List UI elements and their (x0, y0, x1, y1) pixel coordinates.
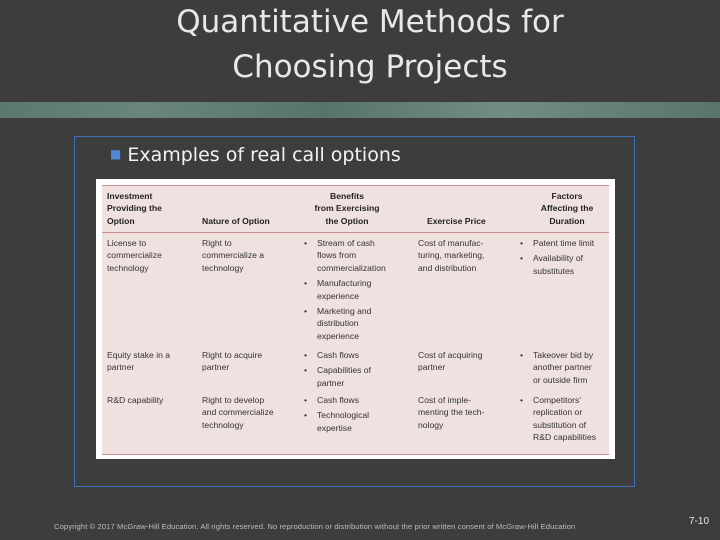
header-benefits-line: Benefits (330, 191, 364, 201)
row1-nature (202, 237, 264, 274)
page-number: 7-10 (689, 516, 710, 527)
cell-line: and commercialize (202, 407, 274, 418)
header-benefits (302, 190, 392, 227)
cell-line: commercialization (317, 262, 386, 273)
cell-line: partner (107, 362, 135, 373)
row2-factors (520, 349, 593, 389)
header-investment-line: Investment (107, 191, 153, 201)
benefit-item (304, 277, 386, 302)
row1-benefits (304, 237, 386, 345)
decorative-band (0, 102, 720, 118)
cell-line: Equity stake in a (107, 350, 171, 360)
cell-line: partner (418, 362, 446, 373)
row3-nature (202, 394, 274, 431)
header-benefits-line: from Exercising (314, 203, 380, 214)
cell-line: replication or (533, 407, 583, 418)
slide-title-line-1: Quantitative Methods for (176, 4, 564, 40)
header-exercise-price (427, 215, 486, 227)
benefit-item (304, 409, 369, 434)
row1-exercise-price (418, 237, 484, 274)
cell-line: nology (418, 419, 444, 430)
header-factors-line: Duration (549, 215, 585, 226)
header-price-line: Exercise Price (427, 216, 486, 226)
row3-factors (520, 394, 596, 447)
cell-line: commercialize a (202, 250, 265, 261)
header-divider (102, 232, 609, 233)
header-factors-line: Factors (551, 191, 583, 201)
cell-line: commercialize (107, 250, 162, 261)
cell-line: and distribution (418, 262, 477, 273)
cell-line: Cost of manufac- (418, 238, 484, 248)
row2-exercise-price (418, 349, 483, 374)
cell-line: technology (107, 262, 149, 273)
row2-benefits (304, 349, 371, 392)
factor-item (520, 394, 596, 444)
cell-line: Right to (202, 238, 232, 248)
cell-line: technology (202, 419, 244, 430)
cell-line: technology (202, 262, 244, 273)
benefit-item (304, 349, 371, 361)
cell-line: partner (202, 362, 230, 373)
benefit-item (304, 394, 369, 406)
header-investment-line: Option (107, 215, 135, 226)
cell-line: License to (107, 238, 147, 248)
table-body (102, 185, 609, 455)
header-factors (522, 190, 612, 227)
cell-line: turing, marketing, (418, 250, 485, 261)
cell-line: or outside firm (533, 374, 588, 385)
cell-line: experience (317, 290, 360, 301)
cell-line: substitution of (533, 419, 587, 430)
cell-line: • Competitors' (533, 395, 581, 405)
real-call-options-table (96, 179, 615, 459)
factor-item (520, 237, 594, 249)
square-bullet-icon: ■ (110, 147, 122, 161)
row2-nature (202, 349, 262, 374)
cell-line: • Availability of (533, 253, 583, 264)
row1-factors (520, 237, 594, 280)
row2-investment (107, 349, 170, 374)
benefit-item (304, 364, 371, 389)
cell-line: • Capabilities of (317, 365, 371, 376)
header-benefits-line: the Option (325, 215, 369, 226)
copyright-footer: Copyright © 2017 McGraw-Hill Education. All rights reserved. No reproduction or distribution without the prior written consent of McGraw-Hill Education (54, 522, 576, 531)
cell-line: • Patent time limit (533, 238, 595, 248)
cell-line: Right to acquire (202, 350, 263, 360)
cell-line: • Cash flows (317, 395, 360, 405)
bullet-point (110, 144, 401, 166)
cell-line: another partner (533, 362, 592, 373)
cell-line: substitutes (533, 265, 575, 276)
header-nature-line: Nature of Option (202, 216, 270, 226)
factor-item (520, 349, 593, 386)
cell-line: • Cash flows (317, 350, 360, 360)
cell-line: Cost of acquiring (418, 350, 483, 360)
header-nature (202, 215, 270, 227)
header-investment-line: Providing the (107, 203, 162, 214)
bullet-text: Examples of real call options (127, 144, 401, 166)
cell-line: • Marketing and (317, 306, 372, 317)
cell-line: • Technological (317, 410, 370, 421)
factor-item (520, 252, 594, 277)
cell-line: Right to develop (202, 395, 265, 405)
header-investment (107, 190, 162, 227)
cell-line: R&D capability (107, 395, 164, 405)
cell-line: flows from (317, 250, 357, 261)
benefit-item (304, 237, 386, 274)
row1-investment (107, 237, 162, 274)
cell-line: Cost of imple- (418, 395, 472, 405)
cell-line: distribution (317, 318, 359, 329)
cell-line: experience (317, 330, 360, 341)
cell-line: • Takeover bid by (533, 350, 594, 360)
benefit-item (304, 305, 386, 342)
cell-line: menting the tech- (418, 407, 485, 418)
slide-title (0, 0, 720, 90)
row3-benefits (304, 394, 369, 437)
row3-investment (107, 394, 163, 406)
cell-line: • Stream of cash (317, 238, 375, 248)
slide-title-line-2: Choosing Projects (232, 49, 508, 85)
cell-line: R&D capabilities (533, 432, 597, 443)
header-factors-line: Affecting the (540, 203, 594, 214)
cell-line: partner (317, 377, 345, 388)
cell-line: • Manufacturing (317, 278, 372, 289)
cell-line: expertise (317, 422, 352, 433)
row3-exercise-price (418, 394, 484, 431)
